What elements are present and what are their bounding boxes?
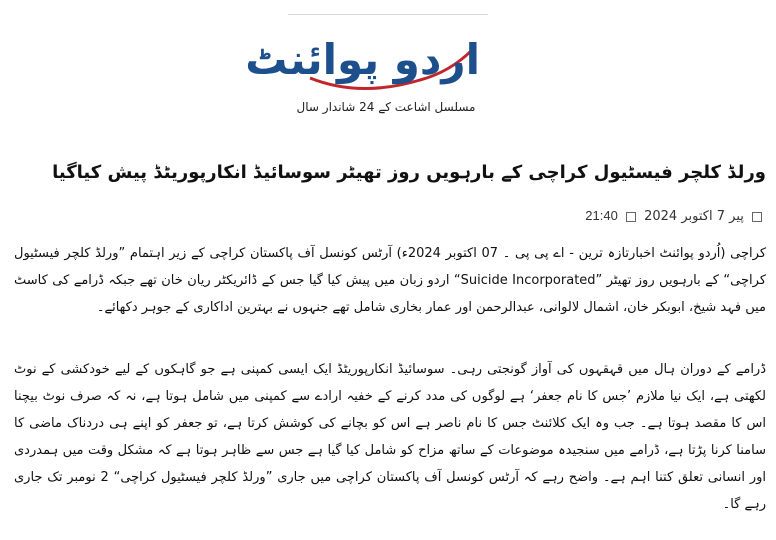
meta-day: 7 (716, 209, 725, 224)
logo-wordmark: اردو پوائنٹ (245, 35, 480, 84)
meta-weekday: پیر (729, 209, 744, 224)
calendar-icon (752, 212, 762, 222)
logo-tagline: مسلسل اشاعت کے 24 شاندار سال (296, 100, 476, 114)
article-paragraph-1: کراچی (اُردو پوائنٹ اخبارتازہ ترین - اے پی پی ۔ 07 اکتوبر 2024ء) آرٹس کونسل آف پاکستان کراچی کے زیر اہتمام ”ورلڈ کلچر فیسٹیول کراچی“ کے بارہویں روز تھیٹر ”Suicide Incorporated“ اردو زبان میں پیش کیا گیا جس کے ڈائریکٹر ریان خان تھے جبکہ ڈرامے کی کاسٹ میں فہد شیخ، ابوبکر خان، اشمال لالوانی، عبدالرحمن اور عمار بخاری شامل تھے جنہوں نے بہترین اداکاری کے جوہر دکھائے۔ (14, 246, 767, 315)
clock-icon (626, 212, 636, 222)
site-logo[interactable] (245, 30, 480, 125)
article-meta (585, 206, 766, 227)
top-divider (288, 14, 488, 15)
meta-month-year: اکتوبر 2024 (644, 209, 713, 224)
article-headline: ورلڈ کلچر فیسٹیول کراچی کے بارہویں روز تھیٹر سوسائیڈ انکارپوریٹڈ پیش کیاگیا (52, 162, 766, 183)
meta-time: 21:40 (585, 208, 618, 223)
article-paragraph-2: ڈرامے کے دوران ہال میں قہقہوں کی آواز گونجتی رہی۔ سوسائیڈ انکارپوریٹڈ ایک ایسی کمپنی ہے جو گاہکوں کے لیے خودکشی کے نوٹ لکھتی ہے، ایک نیا ملازم ’جس کا نام جعفر‘ ہے لوگوں کی مدد کرنے کے خفیہ ارادے سے کمپنی میں شامل ہوتا ہے، نہ کہ صرف نوٹ بیچنا اس کا مقصد ہوتا ہے۔ جب وہ ایک کلائنٹ جس کا نام ناصر ہے اس کو بچانے کی کوشش کرتا ہے، تو جعفر کو اپنے ہی دردناک ماضی کا سامنا کرنا پڑتا ہے، ڈرامے میں سنجیدہ موضوعات کے ساتھ مزاح کو شامل کیا گیا ہے جس سے ظاہر ہوتا ہے کہ مشکل وقت میں ہمدردی اور انسانی تعلق کتنا اہم ہے۔ واضح رہے کہ آرٹس کونسل آف پاکستان کراچی میں جاری ”ورلڈ کلچر فیسٹیول کراچی“ 2 نومبر تک جاری رہے گا۔ (14, 362, 767, 512)
